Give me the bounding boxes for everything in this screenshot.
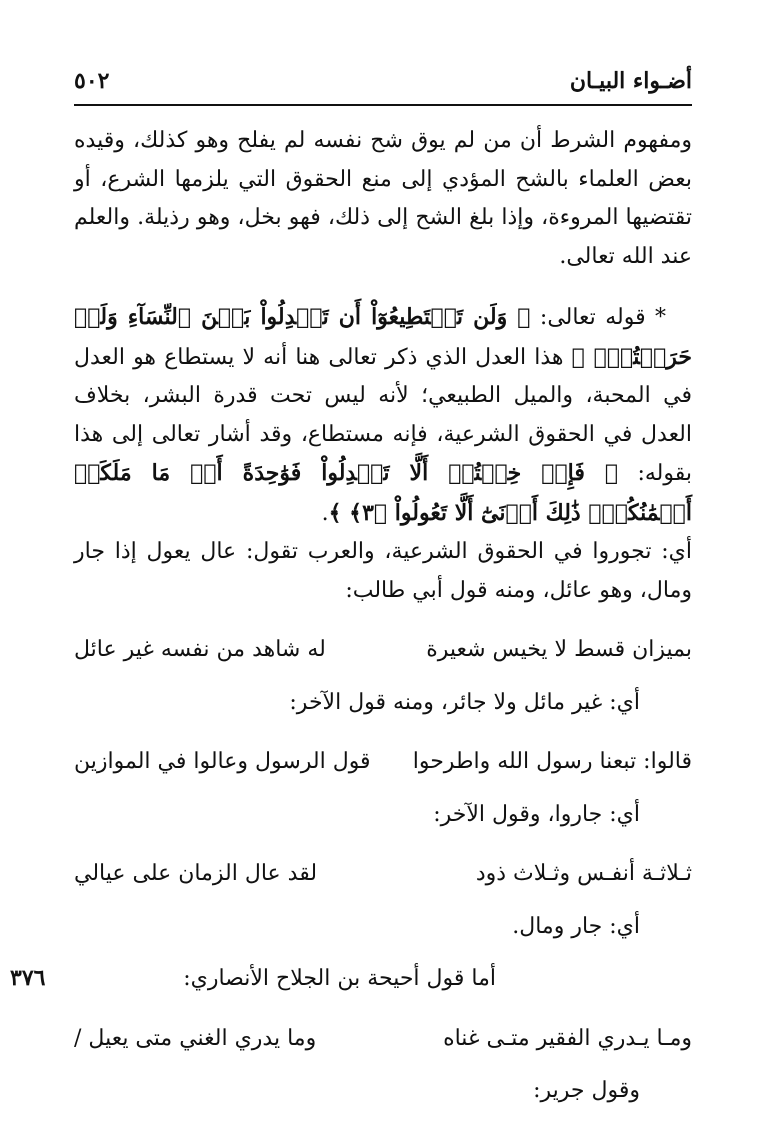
verse-2-second-hemistich: قول الرسول وعالوا في الموازين bbox=[74, 749, 371, 774]
quran-verse-1: ﴿ وَلَن تَسۡتَطِيعُوٓاْ أَن تَعۡدِلُواْ بَيۡنَ ٱلنِّسَآءِ وَلَوۡ حَرَصۡتُمۡۖ ﴾ bbox=[74, 304, 693, 370]
page-body bbox=[74, 122, 692, 1111]
intro-line-2: أي: جاروا، وقول الآخر: bbox=[433, 801, 640, 827]
page-number: ٥٠٢ bbox=[74, 68, 110, 94]
verse-2-first-hemistich: قالوا: تبعنا رسول الله واطرحوا bbox=[412, 749, 692, 774]
intro-line-4: أما قول أحيحة بن الجلاح الأنصاري: bbox=[183, 966, 496, 991]
header-rule bbox=[74, 104, 692, 106]
poem-verse-3 bbox=[74, 855, 692, 894]
margin-reference-number: ٣٧٦ bbox=[10, 965, 46, 991]
verse-3-first-hemistich: ثـلاثـة أنفـس وثـلاث ذود bbox=[475, 861, 692, 886]
intro-line-1: أي: غير مائل ولا جائر، ومنه قول الآخر: bbox=[289, 689, 640, 715]
verse-4-second-hemistich: وما يدري الغني متى يعيل / bbox=[74, 1025, 317, 1051]
paragraph-1: ومفهوم الشرط أن من لم يوق شح نفسه لم يفلح وهو كذلك، وقيده بعض العلماء بالشح المؤدي إلى منع الحقوق التي يلزمها الشرع، أو تقتضيها المروءة، وإذا بلغ الشح إلى ذلك، فهو بخل، وهو رذيلة. والعلم عند الله تعالى. bbox=[74, 128, 692, 269]
intro-line-3: أي: جار ومال. bbox=[512, 913, 640, 939]
paragraph-3: أي: تجوروا في الحقوق الشرعية، والعرب تقول: عال يعول إذا جار ومال، وهو عائل، ومنه قول أبي طالب: bbox=[74, 539, 692, 603]
paragraph-2 bbox=[74, 298, 692, 533]
paragraph-2-end: . bbox=[321, 500, 329, 526]
poem-verse-4 bbox=[74, 1020, 692, 1059]
poem-verse-2 bbox=[74, 743, 692, 782]
paragraph-2-body: هذا العدل الذي ذكر تعالى هنا أنه لا يستطاع هو العدل في المحبة، والميل الطبيعي؛ لأنه ليس تحت قدرة البشر، بخلاف العدل في الحقوق الشرعية، فإنه مستطاع، وقد أشار تعالى إلى هذا بقوله: bbox=[74, 344, 692, 486]
running-title: أضـواء البيـان bbox=[569, 68, 692, 94]
intro-line-5: وقول جرير: bbox=[533, 1078, 640, 1103]
poem-verse-1 bbox=[74, 631, 692, 670]
verse-4-first-hemistich: ومـا يـدري الفقير متـى غناه bbox=[443, 1025, 692, 1051]
quran-verse-2: ﴿ فَإِنۡ خِفۡتُمۡ أَلَّا تَعۡدِلُواْ فَوَٰحِدَةً أَوۡ مَا مَلَكَتۡ أَيۡمَٰنُكُمۡۚ ذَٰلِكَ أَدۡنَىٰٓ أَلَّا تَعُولُواْ ﴿٣﴾ ﴾ bbox=[74, 460, 692, 526]
verse-1-second-hemistich: له شاهد من نفسه غير عائل bbox=[74, 637, 326, 662]
verse-3-second-hemistich: لقد عال الزمان على عيالي bbox=[74, 861, 318, 886]
page-header bbox=[74, 68, 692, 104]
verse-1-first-hemistich: بميزان قسط لا يخيس شعيرة bbox=[426, 637, 692, 662]
paragraph-2-lead: * قوله تعالى: bbox=[539, 305, 666, 330]
